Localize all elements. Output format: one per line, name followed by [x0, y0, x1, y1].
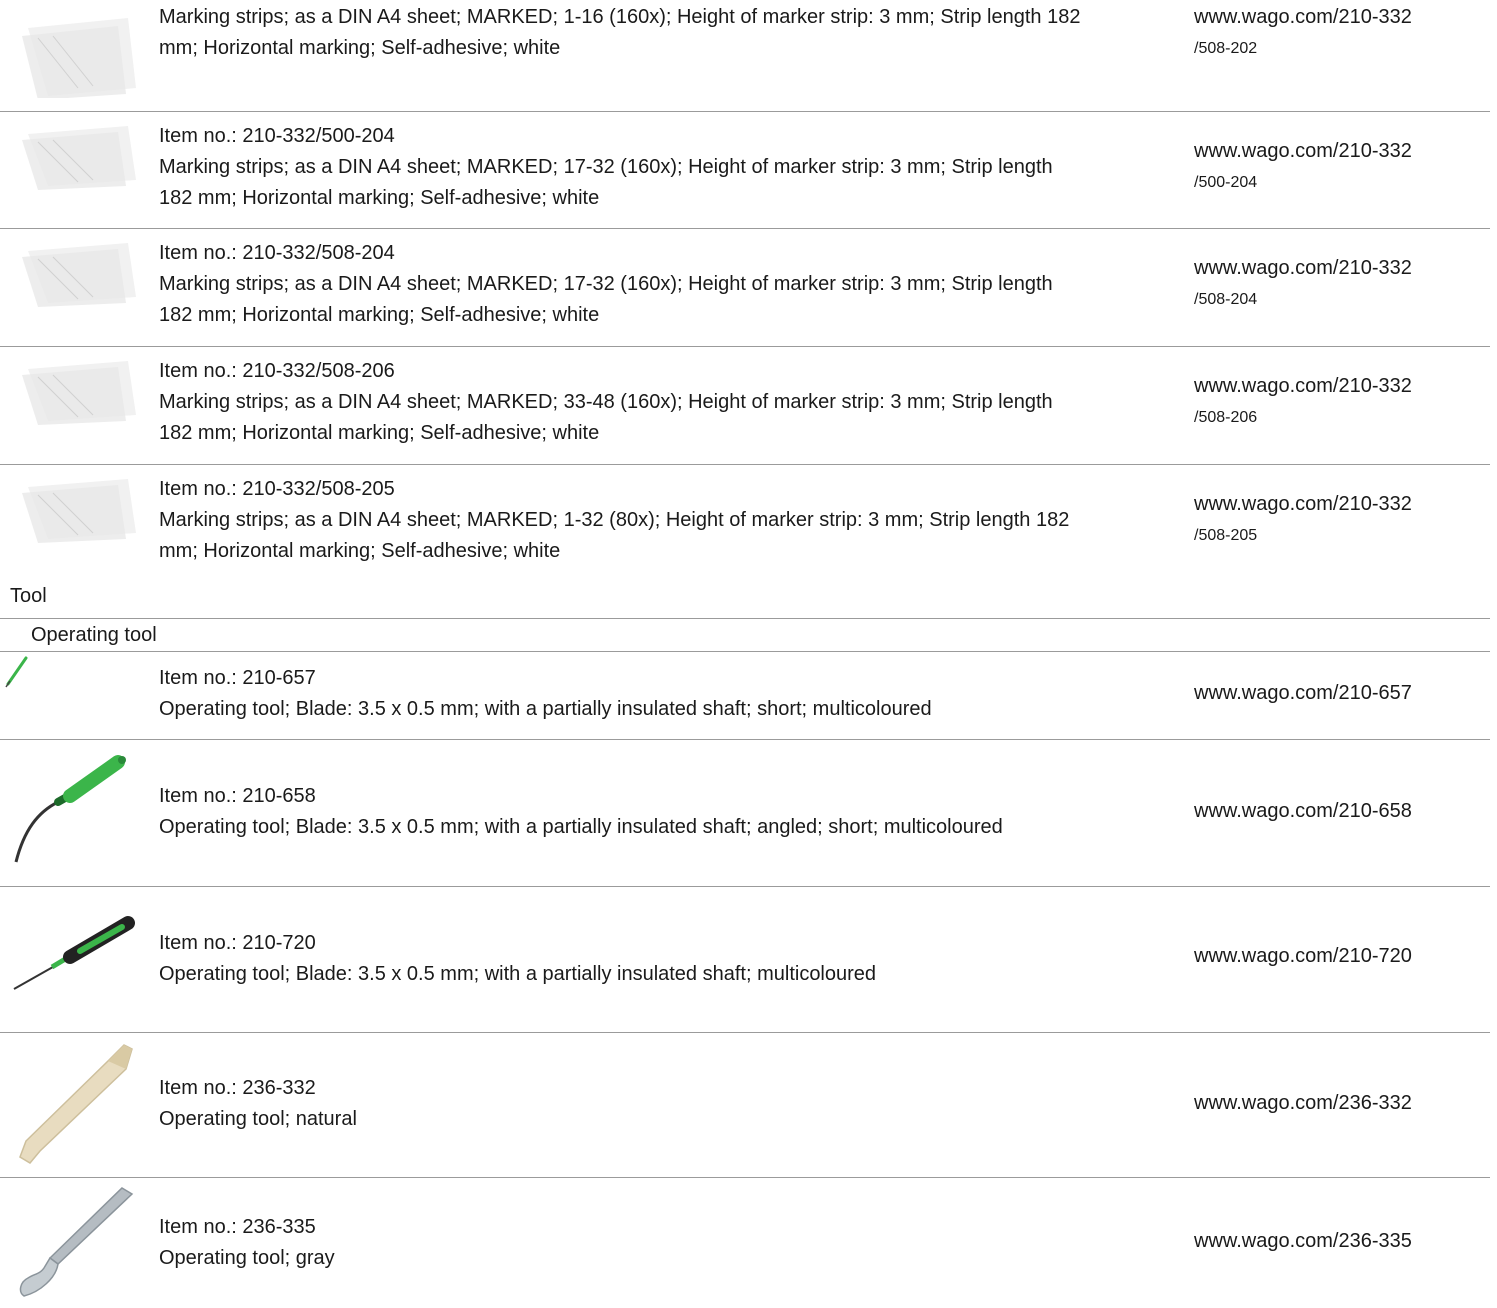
marking-strip-sheet-icon	[8, 473, 138, 543]
product-description: Operating tool; Blade: 3.5 x 0.5 mm; with a partially insulated shaft; multicoloured	[159, 963, 877, 985]
product-description: Operating tool; gray	[159, 1247, 335, 1269]
item-number: Item no.: 236-335	[159, 1216, 316, 1238]
product-link[interactable]	[1194, 2, 1484, 64]
product-row	[0, 0, 1490, 112]
item-number: Item no.: 210-332/508-205	[159, 478, 395, 500]
product-description: Operating tool; natural	[159, 1108, 357, 1130]
section-title: Tool	[10, 585, 47, 607]
product-link-line1[interactable]: www.wago.com/210-332	[1194, 375, 1412, 397]
subsection-title: Operating tool	[31, 624, 157, 646]
product-row	[0, 112, 1490, 229]
product-link-line2[interactable]: /508-206	[1194, 409, 1258, 426]
item-number: Item no.: 210-657	[159, 667, 316, 689]
item-number: Item no.: 210-332/508-204	[159, 242, 395, 264]
marking-strip-sheet-icon	[8, 120, 138, 190]
product-link-line1[interactable]: www.wago.com/210-332	[1194, 257, 1412, 279]
item-number: Item no.: 210-658	[159, 785, 316, 807]
product-row	[0, 347, 1490, 465]
thin-screwdriver-icon	[4, 654, 34, 688]
product-link-line1[interactable]: www.wago.com/210-332	[1194, 493, 1412, 515]
product-text	[159, 928, 1159, 990]
item-number: Item no.: 210-720	[159, 932, 316, 954]
product-description-line2: 182 mm; Horizontal marking; Self-adhesive; white	[159, 187, 600, 209]
product-description-line2: 182 mm; Horizontal marking; Self-adhesive; white	[159, 422, 600, 444]
product-row	[0, 465, 1490, 580]
product-text	[159, 121, 1159, 214]
product-link[interactable]: www.wago.com/236-335	[1194, 1230, 1412, 1252]
product-link[interactable]: www.wago.com/210-657	[1194, 682, 1412, 704]
product-description-line1: Marking strips; as a DIN A4 sheet; MARKED; 17-32 (160x); Height of marker strip: 3 mm; Strip length	[159, 156, 1053, 178]
product-description-line1: Marking strips; as a DIN A4 sheet; MARKED; 17-32 (160x); Height of marker strip: 3 mm; Strip length	[159, 273, 1053, 295]
product-row	[0, 1178, 1490, 1306]
item-number: Item no.: 210-332/500-204	[159, 125, 395, 147]
product-link[interactable]	[1194, 136, 1484, 198]
product-link[interactable]	[1194, 489, 1484, 551]
product-row	[0, 1033, 1490, 1178]
product-row	[0, 652, 1490, 740]
product-row	[0, 887, 1490, 1033]
product-text	[159, 781, 1159, 843]
product-link-line2[interactable]: /508-204	[1194, 291, 1258, 308]
product-text	[159, 474, 1159, 567]
product-link[interactable]: www.wago.com/236-332	[1194, 1092, 1412, 1114]
product-link[interactable]	[1194, 253, 1484, 315]
angled-tool-icon	[10, 750, 135, 865]
product-link-line1[interactable]: www.wago.com/210-332	[1194, 6, 1412, 28]
product-description-line1: Marking strips; as a DIN A4 sheet; MARKED; 1-16 (160x); Height of marker strip: 3 mm; Strip length 182	[159, 6, 1081, 28]
product-row	[0, 229, 1490, 347]
product-text	[159, 238, 1159, 331]
product-text	[159, 1212, 1159, 1274]
product-link[interactable]: www.wago.com/210-720	[1194, 945, 1412, 967]
product-text	[159, 663, 1159, 725]
natural-tool-icon	[8, 1039, 136, 1167]
product-link-line2[interactable]: /508-202	[1194, 40, 1258, 57]
product-link[interactable]	[1194, 371, 1484, 433]
product-text	[159, 1073, 1159, 1135]
marking-strip-sheet-icon	[8, 355, 138, 425]
product-text	[159, 356, 1159, 449]
product-link-line1[interactable]: www.wago.com/210-332	[1194, 140, 1412, 162]
product-link[interactable]: www.wago.com/210-658	[1194, 800, 1412, 822]
product-link-line2[interactable]: /500-204	[1194, 174, 1258, 191]
product-description-line2: mm; Horizontal marking; Self-adhesive; white	[159, 540, 561, 562]
marking-strip-sheet-icon	[8, 237, 138, 307]
subsection-header	[0, 618, 1490, 652]
gray-tool-icon	[10, 1182, 135, 1302]
product-description-line2: 182 mm; Horizontal marking; Self-adhesive; white	[159, 304, 600, 326]
product-description-line2: mm; Horizontal marking; Self-adhesive; white	[159, 37, 561, 59]
product-description: Operating tool; Blade: 3.5 x 0.5 mm; with a partially insulated shaft; short; multicoloured	[159, 698, 932, 720]
product-text	[159, 2, 1159, 64]
product-description: Operating tool; Blade: 3.5 x 0.5 mm; with a partially insulated shaft; angled; short; multicoloured	[159, 816, 1003, 838]
screwdriver-icon	[10, 915, 135, 995]
item-number: Item no.: 210-332/508-206	[159, 360, 395, 382]
product-link-line2[interactable]: /508-205	[1194, 527, 1258, 544]
product-description-line1: Marking strips; as a DIN A4 sheet; MARKED; 33-48 (160x); Height of marker strip: 3 mm; Strip length	[159, 391, 1053, 413]
marking-strip-sheet-icon	[8, 8, 138, 98]
product-row	[0, 740, 1490, 887]
item-number: Item no.: 236-332	[159, 1077, 316, 1099]
product-description-line1: Marking strips; as a DIN A4 sheet; MARKED; 1-32 (80x); Height of marker strip: 3 mm; Strip length 182	[159, 509, 1070, 531]
